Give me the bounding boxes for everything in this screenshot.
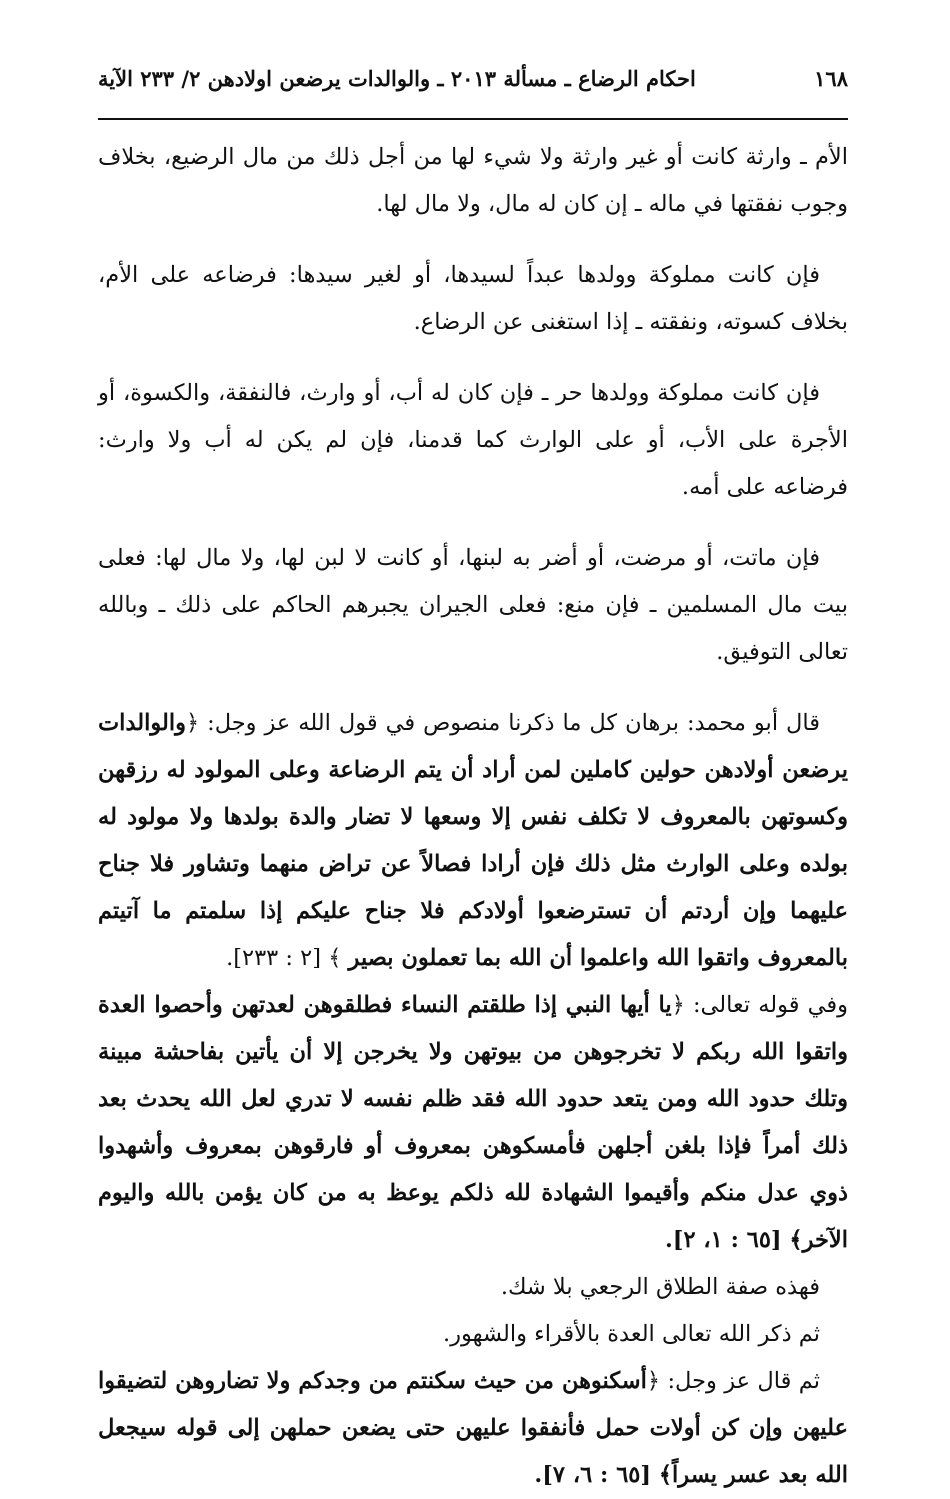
page-header — [98, 66, 848, 114]
header-rule — [98, 118, 848, 120]
line-idda-periods: ثم ذكر الله تعالى العدة بالأقراء والشهور. — [442, 1321, 820, 1347]
sukna-reference: ﴾ [٦٥ : ٦، ٧]. — [534, 1462, 673, 1488]
paragraph-mother-inheritance: الأم ـ وارثة كانت أو غير وارثة ولا شيء لها من أجل ذلك من مال الرضيع، بخلاف وجوب نفقتها في ماله ـ إن كان له مال، ولا مال لها. — [98, 144, 848, 217]
sukna-intro: ثم قال عز وجل: ﴿ — [646, 1368, 820, 1394]
paragraph-sukna-verse — [98, 1358, 848, 1499]
sukna-quran-verse: أسكنوهن من حيث سكنتم من وجدكم ولا تضاروهن لتضيقوا عليهن وإن كن أولات حمل فأنفقوا عليهن حتى يضعن حملهن إلى قوله سيجعل الله بعد عسر يسراً — [98, 1368, 848, 1488]
line-raji-divorce: فهذه صفة الطلاق الرجعي بلا شك. — [500, 1274, 820, 1300]
page-number: ١٦٨ — [814, 66, 848, 91]
talaq-reference: ﴾ [٦٥ : ١، ٢]. — [664, 1227, 803, 1253]
running-title: احكام الرضاع ـ مسألة ٢٠١٣ ـ والوالدات يرضعن اولادهن ٢/ ٢٣٣ الآية — [98, 66, 696, 91]
paragraph-death-illness: فإن ماتت، أو مرضت، أو أضر به لبنها، أو كانت لا لبن لها، ولا مال لها: فعلى بيت مال المسلمين ـ فإن منع: فعلى الجيران يجبرهم الحاكم على ذلك ـ وبالله تعالى التوفيق. — [98, 545, 848, 665]
paragraph-owned-slave-child: فإن كانت مملوكة وولدها عبداً لسيدها، أو لغير سيدها: فرضاعه على الأم، بخلاف كسوته، ونفقته ـ إذا استغنى عن الرضاع. — [98, 262, 848, 335]
talaq-quran-verse: يا أيها النبي إذا طلقتم النساء فطلقوهن لعدتهن وأحصوا العدة واتقوا الله ربكم لا تخرجوهن من بيوتهن ولا يخرجن إلا أن يأتين بفاحشة مبينة وتلك حدود الله ومن يتعد حدود الله فقد ظلم نفسه لا تدري لعل الله يحدث بعد ذلك أمراً فإذا بلغن أجلهن فأمسكوهن بمعروف أو فارقوهن بمعروف وأشهدوا ذوي عدل منكم وأقيموا الشهادة لله ذلكم يوعظ به من كان يؤمن بالله واليوم الآخر — [98, 992, 848, 1253]
proof-quran-verse: والوالدات يرضعن أولادهن حولين كاملين لمن أراد أن يتم الرضاعة وعلى المولود له رزقهن وكسوتهن بالمعروف لا تكلف نفس إلا وسعها لا تضار والدة بولدها ولا مولود له بولده وعلى الوارث مثل ذلك فإن أرادا فصالاً عن تراض منهما وتشاور فلا جناح عليهما وإن أردتم أن تسترضعوا أولادكم فلا جناح عليكم إذا سلمتم ما آتيتم بالمعروف واتقوا الله واعلموا أن الله بما تعملون بصير — [98, 710, 848, 971]
paragraph-proof-verse — [98, 700, 848, 982]
paragraph-talaq-verse — [98, 982, 848, 1264]
proof-intro: قال أبو محمد: برهان كل ما ذكرنا منصوص في قول الله عز وجل: ﴿ — [185, 710, 820, 736]
talaq-intro: وفي قوله تعالى: ﴿ — [671, 992, 848, 1018]
paragraph-owned-free-child: فإن كانت مملوكة وولدها حر ـ فإن كان له أب، أو وارث، فالنفقة، والكسوة، أو الأجرة على الأب، أو على الوارث كما قدمنا، فإن لم يكن له أب ولا وارث: فرضاعه على أمه. — [98, 380, 848, 500]
proof-reference: ﴾ [٢ : ٢٣٣]. — [226, 945, 349, 971]
